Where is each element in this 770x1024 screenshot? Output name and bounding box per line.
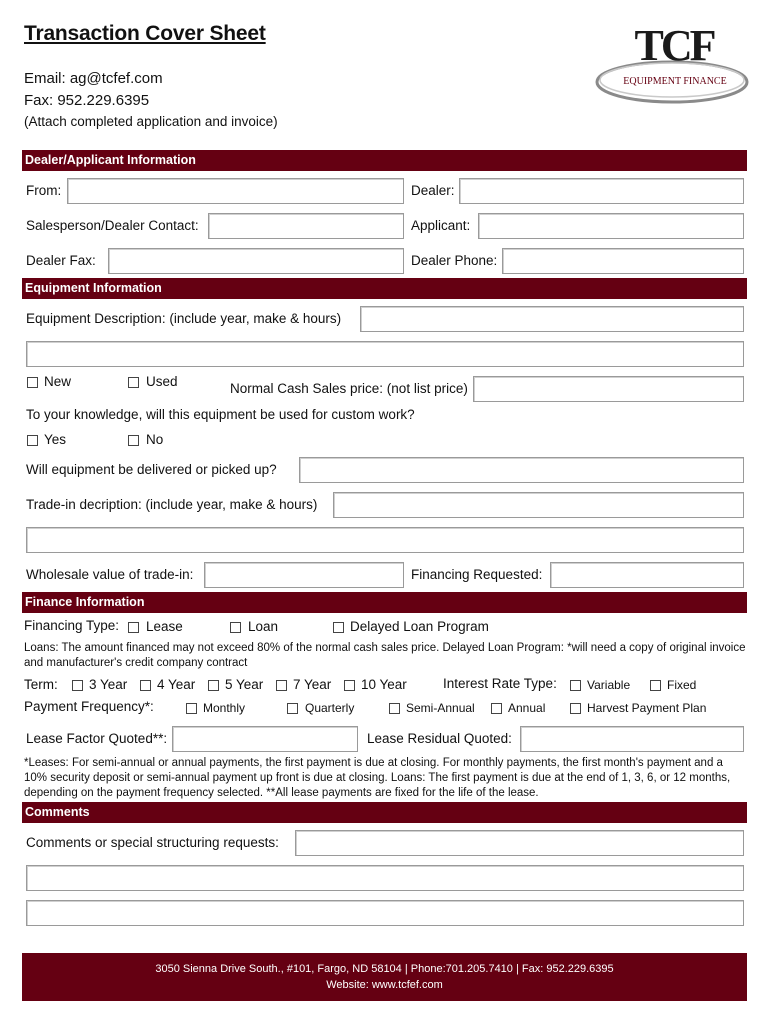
attach-note: (Attach completed application and invoice) bbox=[24, 114, 278, 129]
term-4-checkbox[interactable] bbox=[140, 680, 151, 691]
footer bbox=[22, 953, 747, 1001]
dealer-input[interactable] bbox=[459, 178, 744, 204]
equipment-description-input-2[interactable] bbox=[26, 341, 744, 367]
tcf-logo bbox=[592, 20, 750, 108]
new-label: New bbox=[44, 374, 72, 389]
lease-residual-input[interactable] bbox=[520, 726, 744, 752]
comments-input[interactable] bbox=[295, 830, 744, 856]
dealer-label: Dealer: bbox=[411, 183, 455, 198]
monthly-label: Monthly bbox=[203, 701, 246, 715]
term-7-checkbox[interactable] bbox=[276, 680, 287, 691]
loan-label: Loan bbox=[248, 619, 279, 634]
delivered-label: Will equipment be delivered or picked up? bbox=[26, 462, 277, 477]
yes-checkbox[interactable] bbox=[27, 435, 38, 446]
semi-annual-checkbox[interactable] bbox=[389, 703, 400, 714]
lease-label: Lease bbox=[146, 619, 183, 634]
term-4-label: 4 Year bbox=[157, 677, 196, 692]
semi-annual-label: Semi-Annual bbox=[406, 701, 475, 715]
loan-checkbox[interactable] bbox=[230, 622, 241, 633]
from-label: From: bbox=[26, 183, 62, 198]
tradein-input-2[interactable] bbox=[26, 527, 744, 553]
used-label: Used bbox=[146, 374, 178, 389]
dealer-fax-input[interactable] bbox=[108, 248, 404, 274]
footer-website: Website: www.tcfef.com bbox=[326, 979, 443, 991]
comments-label: Comments or special structuring requests: bbox=[26, 835, 279, 850]
fixed-checkbox[interactable] bbox=[650, 680, 661, 691]
applicant-input[interactable] bbox=[478, 213, 744, 239]
fixed-label: Fixed bbox=[667, 678, 697, 692]
monthly-checkbox[interactable] bbox=[186, 703, 197, 714]
lease-residual-label: Lease Residual Quoted: bbox=[367, 731, 512, 746]
lease-checkbox[interactable] bbox=[128, 622, 139, 633]
term-3-label: 3 Year bbox=[89, 677, 128, 692]
payment-frequency-label: Payment Frequency*: bbox=[24, 699, 154, 714]
financing-requested-input[interactable] bbox=[550, 562, 744, 588]
interest-rate-label: Interest Rate Type: bbox=[443, 676, 557, 691]
section-dealer: Dealer/Applicant Information bbox=[22, 150, 747, 171]
term-5-checkbox[interactable] bbox=[208, 680, 219, 691]
financing-type-label: Financing Type: bbox=[24, 618, 120, 633]
term-7-label: 7 Year bbox=[293, 677, 332, 692]
custom-work-label: To your knowledge, will this equipment be used for custom work? bbox=[26, 407, 415, 422]
no-checkbox[interactable] bbox=[128, 435, 139, 446]
lease-footnote: *Leases: For semi-annual or annual payments, the first payment is due at closing. For monthly payments, the first month's payment and a 10% security deposit or semi-annual payment up front is due at closing. Loans: The first payment is due at the end of 1, 3, 6, or 12 months, depending on the payment frequency selected. **All lease payments are fixed for the life of the lease. bbox=[24, 757, 731, 799]
no-label: No bbox=[146, 432, 164, 447]
new-checkbox[interactable] bbox=[27, 377, 38, 388]
term-10-checkbox[interactable] bbox=[344, 680, 355, 691]
footer-address: 3050 Sienna Drive South., #101, Fargo, ND 58104 | Phone:701.205.7410 | Fax: 952.229.6395 bbox=[155, 963, 614, 975]
comments-input-3[interactable] bbox=[26, 900, 744, 926]
quarterly-checkbox[interactable] bbox=[287, 703, 298, 714]
term-3-checkbox[interactable] bbox=[72, 680, 83, 691]
quarterly-label: Quarterly bbox=[305, 701, 355, 715]
annual-checkbox[interactable] bbox=[491, 703, 502, 714]
comments-input-2[interactable] bbox=[26, 865, 744, 891]
dealer-phone-input[interactable] bbox=[502, 248, 744, 274]
logo-brand: TCF bbox=[634, 21, 714, 70]
harvest-checkbox[interactable] bbox=[570, 703, 581, 714]
equipment-description-label: Equipment Description: (include year, make & hours) bbox=[26, 311, 342, 326]
salesperson-input[interactable] bbox=[208, 213, 404, 239]
tradein-input[interactable] bbox=[333, 492, 744, 518]
variable-checkbox[interactable] bbox=[570, 680, 581, 691]
applicant-label: Applicant: bbox=[411, 218, 471, 233]
page-title: Transaction Cover Sheet bbox=[24, 22, 266, 45]
yes-label: Yes bbox=[44, 432, 67, 447]
delayed-loan-label: Delayed Loan Program bbox=[350, 619, 489, 634]
dealer-fax-label: Dealer Fax: bbox=[26, 253, 96, 268]
used-checkbox[interactable] bbox=[128, 377, 139, 388]
salesperson-label: Salesperson/Dealer Contact: bbox=[26, 218, 199, 233]
equipment-description-input[interactable] bbox=[360, 306, 744, 332]
loans-note: Loans: The amount financed may not exceed 80% of the normal cash sales price. Delayed Loan Program: *will need a copy of original invoice and manufacturer's credit company contract bbox=[24, 642, 746, 669]
contact-fax: Fax: 952.229.6395 bbox=[24, 92, 150, 109]
section-equipment: Equipment Information bbox=[22, 278, 747, 299]
section-comments: Comments bbox=[22, 802, 747, 823]
lease-factor-label: Lease Factor Quoted**: bbox=[26, 731, 168, 746]
term-5-label: 5 Year bbox=[225, 677, 264, 692]
dealer-phone-label: Dealer Phone: bbox=[411, 253, 498, 268]
cash-price-label: Normal Cash Sales price: (not list price) bbox=[230, 381, 468, 396]
delivered-input[interactable] bbox=[299, 457, 744, 483]
from-input[interactable] bbox=[67, 178, 404, 204]
variable-label: Variable bbox=[587, 678, 631, 692]
tradein-label: Trade-in decription: (include year, make & hours) bbox=[26, 497, 318, 512]
wholesale-input[interactable] bbox=[204, 562, 404, 588]
term-label: Term: bbox=[24, 677, 58, 692]
wholesale-label: Wholesale value of trade-in: bbox=[26, 567, 194, 582]
contact-email: Email: ag@tcfef.com bbox=[24, 70, 163, 87]
delayed-loan-checkbox[interactable] bbox=[333, 622, 344, 633]
financing-requested-label: Financing Requested: bbox=[411, 567, 543, 582]
logo-sub: EQUIPMENT FINANCE bbox=[623, 76, 727, 87]
annual-label: Annual bbox=[508, 701, 546, 715]
lease-factor-input[interactable] bbox=[172, 726, 358, 752]
cash-price-input[interactable] bbox=[473, 376, 744, 402]
term-10-label: 10 Year bbox=[361, 677, 407, 692]
harvest-label: Harvest Payment Plan bbox=[587, 701, 707, 715]
section-finance: Finance Information bbox=[22, 592, 747, 613]
